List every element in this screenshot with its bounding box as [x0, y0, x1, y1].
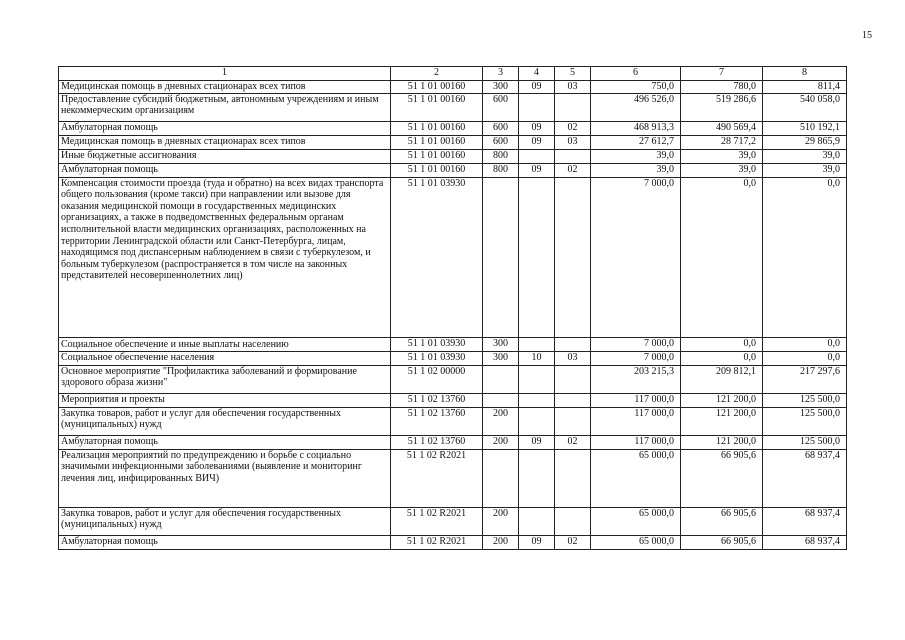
subsection-cell: 03	[555, 135, 591, 149]
header-cell: 3	[483, 67, 519, 81]
amount-col8-cell: 125 500,0	[763, 393, 847, 407]
expense-type-cell: 300	[483, 351, 519, 365]
row-name-cell: Компенсация стоимости проезда (туда и обратно) на всех видах транспорта общего пользования (кроме такси) при направлении или вызове для оказания медицинской помощи в государственных медицинских организациях, а также в подведомственных федеральным органам исполнительной власти медицинских организациях, расположенных на территории Ленинградской области или Санкт-Петербурга, лицам, находящимся под диспансерным наблюдением в связи с туберкулезом, и больным туберкулезом (распространяется в том числе на законных представителей несовершеннолетних лиц)	[59, 177, 391, 337]
target-code-cell: 51 1 02 00000	[391, 365, 483, 393]
target-code-cell: 51 1 01 00160	[391, 135, 483, 149]
amount-col8-cell: 125 500,0	[763, 435, 847, 449]
subsection-cell: 02	[555, 435, 591, 449]
section-cell: 09	[519, 535, 555, 549]
row-name-cell: Реализация мероприятий по предупреждению и борьбе с социально значимыми инфекционными заболеваниями (выявление и мониторинг лечения лиц, инфицированных ВИЧ)	[59, 449, 391, 507]
amount-col6-cell: 65 000,0	[591, 535, 681, 549]
table-row	[59, 149, 847, 163]
header-cell: 2	[391, 67, 483, 81]
target-code-cell: 51 1 01 00160	[391, 149, 483, 163]
amount-col8-cell: 0,0	[763, 177, 847, 337]
row-name-cell: Социальное обеспечение и иные выплаты населению	[59, 337, 391, 351]
row-name-cell: Медицинская помощь в дневных стационарах всех типов	[59, 135, 391, 149]
amount-col8-cell: 540 058,0	[763, 93, 847, 121]
amount-col6-cell: 7 000,0	[591, 177, 681, 337]
target-code-cell: 51 1 02 13760	[391, 393, 483, 407]
table-row	[59, 393, 847, 407]
amount-col8-cell: 29 865,9	[763, 135, 847, 149]
amount-col6-cell: 27 612,7	[591, 135, 681, 149]
header-cell: 4	[519, 67, 555, 81]
amount-col6-cell: 496 526,0	[591, 93, 681, 121]
table-row	[59, 93, 847, 121]
row-name-cell: Социальное обеспечение населения	[59, 351, 391, 365]
subsection-cell: 03	[555, 81, 591, 94]
amount-col6-cell: 203 215,3	[591, 365, 681, 393]
table-header-row	[59, 67, 847, 81]
target-code-cell: 51 1 01 00160	[391, 163, 483, 177]
subsection-cell	[555, 177, 591, 337]
amount-col8-cell: 811,4	[763, 81, 847, 94]
amount-col6-cell: 117 000,0	[591, 393, 681, 407]
amount-col6-cell: 117 000,0	[591, 407, 681, 435]
amount-col8-cell: 68 937,4	[763, 449, 847, 507]
table-row	[59, 407, 847, 435]
expense-type-cell: 800	[483, 163, 519, 177]
amount-col7-cell: 39,0	[681, 149, 763, 163]
target-code-cell: 51 1 01 00160	[391, 93, 483, 121]
expense-type-cell	[483, 365, 519, 393]
table-row	[59, 351, 847, 365]
table-row	[59, 81, 847, 94]
target-code-cell: 51 1 01 03930	[391, 337, 483, 351]
header-cell: 7	[681, 67, 763, 81]
amount-col7-cell: 490 569,4	[681, 121, 763, 135]
amount-col8-cell: 68 937,4	[763, 535, 847, 549]
subsection-cell	[555, 337, 591, 351]
amount-col6-cell: 750,0	[591, 81, 681, 94]
row-name-cell: Амбулаторная помощь	[59, 163, 391, 177]
subsection-cell	[555, 93, 591, 121]
row-name-cell: Иные бюджетные ассигнования	[59, 149, 391, 163]
table-row	[59, 435, 847, 449]
table-row	[59, 507, 847, 535]
target-code-cell: 51 1 02 R2021	[391, 449, 483, 507]
amount-col7-cell: 28 717,2	[681, 135, 763, 149]
subsection-cell: 02	[555, 121, 591, 135]
expense-type-cell: 600	[483, 135, 519, 149]
amount-col7-cell: 66 905,6	[681, 535, 763, 549]
subsection-cell: 02	[555, 535, 591, 549]
section-cell	[519, 393, 555, 407]
amount-col6-cell: 65 000,0	[591, 449, 681, 507]
target-code-cell: 51 1 02 R2021	[391, 535, 483, 549]
amount-col7-cell: 0,0	[681, 351, 763, 365]
subsection-cell	[555, 449, 591, 507]
table-row	[59, 365, 847, 393]
table-row	[59, 121, 847, 135]
amount-col8-cell: 217 297,6	[763, 365, 847, 393]
subsection-cell	[555, 507, 591, 535]
expense-type-cell: 600	[483, 121, 519, 135]
target-code-cell: 51 1 01 03930	[391, 177, 483, 337]
section-cell	[519, 365, 555, 393]
expense-type-cell: 300	[483, 81, 519, 94]
amount-col7-cell: 39,0	[681, 163, 763, 177]
target-code-cell: 51 1 01 03930	[391, 351, 483, 365]
subsection-cell	[555, 407, 591, 435]
section-cell: 09	[519, 81, 555, 94]
amount-col7-cell: 0,0	[681, 177, 763, 337]
target-code-cell: 51 1 01 00160	[391, 121, 483, 135]
subsection-cell	[555, 393, 591, 407]
section-cell: 09	[519, 135, 555, 149]
amount-col7-cell: 121 200,0	[681, 435, 763, 449]
amount-col7-cell: 66 905,6	[681, 449, 763, 507]
expense-type-cell	[483, 177, 519, 337]
target-code-cell: 51 1 02 13760	[391, 407, 483, 435]
table-row	[59, 177, 847, 337]
amount-col6-cell: 7 000,0	[591, 337, 681, 351]
expense-type-cell: 200	[483, 507, 519, 535]
expense-type-cell: 300	[483, 337, 519, 351]
table-row	[59, 337, 847, 351]
amount-col6-cell: 468 913,3	[591, 121, 681, 135]
table-row	[59, 449, 847, 507]
amount-col8-cell: 0,0	[763, 351, 847, 365]
table-row	[59, 163, 847, 177]
amount-col8-cell: 125 500,0	[763, 407, 847, 435]
table-row	[59, 535, 847, 549]
header-cell: 6	[591, 67, 681, 81]
section-cell	[519, 177, 555, 337]
amount-col6-cell: 39,0	[591, 163, 681, 177]
header-cell: 5	[555, 67, 591, 81]
target-code-cell: 51 1 02 13760	[391, 435, 483, 449]
amount-col8-cell: 510 192,1	[763, 121, 847, 135]
expense-type-cell	[483, 449, 519, 507]
subsection-cell: 03	[555, 351, 591, 365]
amount-col8-cell: 68 937,4	[763, 507, 847, 535]
section-cell	[519, 507, 555, 535]
amount-col8-cell: 0,0	[763, 337, 847, 351]
amount-col8-cell: 39,0	[763, 149, 847, 163]
amount-col6-cell: 39,0	[591, 149, 681, 163]
amount-col7-cell: 66 905,6	[681, 507, 763, 535]
row-name-cell: Амбулаторная помощь	[59, 121, 391, 135]
row-name-cell: Мероприятия и проекты	[59, 393, 391, 407]
amount-col6-cell: 65 000,0	[591, 507, 681, 535]
amount-col7-cell: 121 200,0	[681, 407, 763, 435]
amount-col7-cell: 780,0	[681, 81, 763, 94]
section-cell: 09	[519, 163, 555, 177]
row-name-cell: Основное мероприятие "Профилактика заболеваний и формирование здорового образа жизни"	[59, 365, 391, 393]
subsection-cell: 02	[555, 163, 591, 177]
section-cell: 10	[519, 351, 555, 365]
row-name-cell: Медицинская помощь в дневных стационарах всех типов	[59, 81, 391, 94]
amount-col7-cell: 121 200,0	[681, 393, 763, 407]
section-cell	[519, 449, 555, 507]
row-name-cell: Предоставление субсидий бюджетным, автономным учреждениям и иным некоммерческим организациям	[59, 93, 391, 121]
expense-type-cell	[483, 393, 519, 407]
amount-col6-cell: 7 000,0	[591, 351, 681, 365]
section-cell: 09	[519, 121, 555, 135]
section-cell	[519, 337, 555, 351]
table-row	[59, 135, 847, 149]
page-number: 15	[862, 30, 872, 41]
amount-col7-cell: 209 812,1	[681, 365, 763, 393]
subsection-cell	[555, 149, 591, 163]
section-cell	[519, 149, 555, 163]
header-cell: 1	[59, 67, 391, 81]
target-code-cell: 51 1 02 R2021	[391, 507, 483, 535]
section-cell: 09	[519, 435, 555, 449]
expense-type-cell: 800	[483, 149, 519, 163]
amount-col8-cell: 39,0	[763, 163, 847, 177]
subsection-cell	[555, 365, 591, 393]
expense-type-cell: 600	[483, 93, 519, 121]
target-code-cell: 51 1 01 00160	[391, 81, 483, 94]
header-cell: 8	[763, 67, 847, 81]
row-name-cell: Амбулаторная помощь	[59, 535, 391, 549]
expense-type-cell: 200	[483, 535, 519, 549]
expense-type-cell: 200	[483, 435, 519, 449]
expense-type-cell: 200	[483, 407, 519, 435]
section-cell	[519, 407, 555, 435]
amount-col7-cell: 0,0	[681, 337, 763, 351]
budget-table	[58, 66, 847, 550]
section-cell	[519, 93, 555, 121]
amount-col7-cell: 519 286,6	[681, 93, 763, 121]
amount-col6-cell: 117 000,0	[591, 435, 681, 449]
row-name-cell: Закупка товаров, работ и услуг для обеспечения государственных (муниципальных) нужд	[59, 407, 391, 435]
row-name-cell: Закупка товаров, работ и услуг для обеспечения государственных (муниципальных) нужд	[59, 507, 391, 535]
row-name-cell: Амбулаторная помощь	[59, 435, 391, 449]
